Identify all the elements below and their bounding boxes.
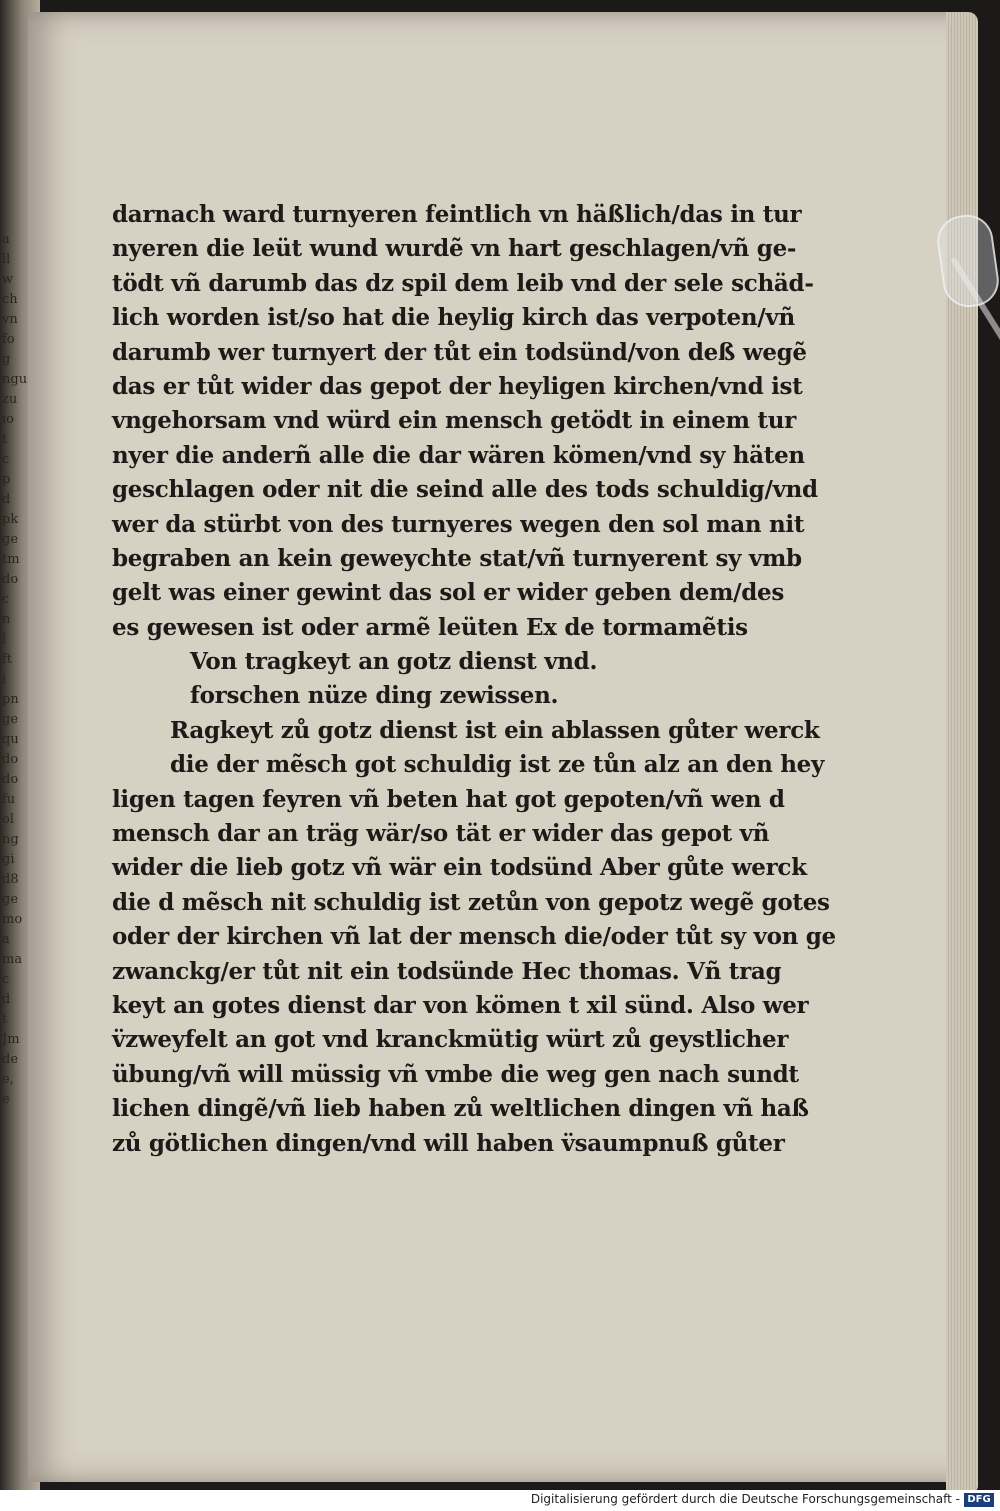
text-line: begraben an kein geweychte stat/vñ turnyerent sy vmb bbox=[112, 544, 802, 572]
facing-page-fragment: ge bbox=[2, 532, 19, 547]
facing-page-fragment: mo bbox=[2, 912, 23, 927]
text-line: die der mẽsch got schuldig ist ze tůn alz an den hey bbox=[170, 751, 825, 779]
facing-page-fragment: n bbox=[2, 612, 11, 627]
facing-page-fragment: ol bbox=[2, 812, 14, 827]
text-line: das er tůt wider das gepot der heyligen kirchen/vnd ist bbox=[112, 372, 803, 400]
facing-page-fragment: io bbox=[2, 412, 14, 427]
facing-page-fragment: pk bbox=[2, 512, 19, 527]
facing-page-fragment: ngu bbox=[2, 372, 28, 387]
facing-page-fragment: t bbox=[2, 432, 8, 447]
facing-page-fragment: c bbox=[2, 452, 10, 467]
facing-page-fragment: tm bbox=[2, 552, 20, 567]
text-line: tödt vñ darumb das dz spil dem leib vnd der sele schäd- bbox=[112, 269, 814, 297]
text-line: geschlagen oder nit die seind alle des tods schuldig/vnd bbox=[112, 476, 818, 504]
facing-page-fragment: e bbox=[2, 1092, 10, 1107]
facing-page-fragment: a bbox=[2, 932, 10, 947]
text-line: zwanckg/er tůt nit ein todsünde Hec thomas. Vñ trag bbox=[112, 957, 782, 985]
text-line: oder der kirchen vñ lat der mensch die/oder tůt sy von ge bbox=[112, 923, 836, 951]
facing-page-fragment: e, bbox=[2, 1072, 14, 1087]
facing-page-fragment: pn bbox=[2, 692, 19, 707]
text-line: Ragkeyt zů gotz dienst ist ein ablassen gůter werck bbox=[170, 716, 820, 744]
facing-page-fragment: de bbox=[2, 1052, 19, 1067]
facing-page-fragment: zu bbox=[2, 392, 18, 407]
text-line: keyt an gotes dienst dar von kömen t xil sünd. Also wer bbox=[112, 991, 809, 1019]
text-line: wider die lieb gotz vñ wär ein todsünd Aber gůte werck bbox=[112, 854, 807, 882]
text-line: es gewesen ist oder armẽ leüten Ex de tormamẽtis bbox=[112, 613, 748, 641]
heading-line: forschen nüze ding zewissen. bbox=[190, 682, 559, 710]
text-line: nyeren die leüt wund wurdẽ vn hart geschlagen/vñ ge- bbox=[112, 235, 797, 263]
paragraph-2 bbox=[112, 714, 836, 1161]
facing-page-fragment: g bbox=[2, 352, 11, 367]
facing-page-fragment: ch bbox=[2, 292, 18, 307]
facing-page-fragment: d bbox=[2, 992, 11, 1007]
facing-page-fragment: d8 bbox=[2, 872, 19, 887]
text-line: zů götlichen dingen/vnd will haben v̈saumpnuß gůter bbox=[112, 1129, 785, 1157]
facing-page-fragment: ge bbox=[2, 892, 19, 907]
text-line: gelt was einer gewint das sol er wider geben dem/des bbox=[112, 579, 784, 607]
facing-page-fragment: do bbox=[2, 572, 19, 587]
facing-page-fragment: fu bbox=[2, 792, 16, 807]
text-line: ligen tagen feyren vñ beten hat got gepoten/vñ wen d bbox=[112, 785, 785, 813]
facing-page-fragment: ft bbox=[2, 652, 13, 667]
text-line: die d mẽsch nit schuldig ist zetůn von gepotz wegẽ gotes bbox=[112, 888, 830, 916]
section-heading bbox=[112, 645, 732, 714]
facing-page-fragment: fo bbox=[2, 332, 15, 347]
text-line: vngehorsam vnd würd ein mensch getödt in einem tur bbox=[112, 407, 796, 435]
facing-page-fragment: c bbox=[2, 592, 10, 607]
facing-page-fragment: Jm bbox=[2, 1032, 20, 1047]
text-line: v̈zweyfelt an got vnd kranckmütig würt zů geystlicher bbox=[112, 1026, 789, 1054]
text-line: darnach ward turnyeren feintlich vn häßlich/das in tur bbox=[112, 201, 802, 228]
facing-page-fragment: do bbox=[2, 772, 19, 787]
heading-line: Von tragkeyt an gotz dienst vnd. bbox=[190, 648, 598, 676]
facing-page-fragment: w bbox=[2, 272, 14, 287]
facing-page-fragment: ge bbox=[2, 712, 19, 727]
page-text bbox=[112, 198, 836, 1161]
text-line: mensch dar an träg wär/so tät er wider das gepot vñ bbox=[112, 820, 770, 848]
text-line: nyer die anderñ alle die dar wären kömen/vnd sy häten bbox=[112, 441, 805, 469]
text-line: wer da stürbt von des turnyeres wegen den sol man nit bbox=[112, 510, 805, 538]
text-line: lichen dingẽ/vñ lieb haben zů weltlichen dingen vñ haß bbox=[112, 1095, 809, 1123]
facing-page-fragment: l bbox=[2, 632, 7, 647]
facing-page-fragment: a bbox=[2, 232, 10, 247]
funding-notice: Digitalisierung gefördert durch die Deutsche Forschungsgemeinschaft - bbox=[530, 1492, 960, 1506]
facing-page-fragment: ng bbox=[2, 832, 19, 847]
facing-page-fragment: d bbox=[2, 492, 11, 507]
footer-bar bbox=[0, 1490, 1000, 1511]
dfg-logo: DFG bbox=[964, 1493, 994, 1507]
text-line: übung/vñ will müssig vñ vmbe die weg gen nach sundt bbox=[112, 1060, 799, 1088]
facing-page-fragment: vn bbox=[2, 312, 18, 327]
facing-page-fragment: i bbox=[2, 672, 7, 687]
paragraph-1 bbox=[112, 198, 818, 645]
text-line: lich worden ist/so hat die heylig kirch das verpoten/vñ bbox=[112, 304, 795, 332]
facing-page-fragment: c bbox=[2, 972, 10, 987]
facing-page-fragment: p bbox=[2, 472, 11, 487]
facing-page-fragment: qu bbox=[2, 732, 19, 747]
facing-page-fragment: gi bbox=[2, 852, 15, 867]
text-line: darumb wer turnyert der tůt ein todsünd/von deß wegẽ bbox=[112, 338, 807, 366]
facing-page-fragment: t bbox=[2, 1012, 8, 1027]
facing-page-fragment: ma bbox=[2, 952, 23, 967]
facing-page-fragment: ll bbox=[2, 252, 11, 267]
facing-page-fragment: do bbox=[2, 752, 19, 767]
